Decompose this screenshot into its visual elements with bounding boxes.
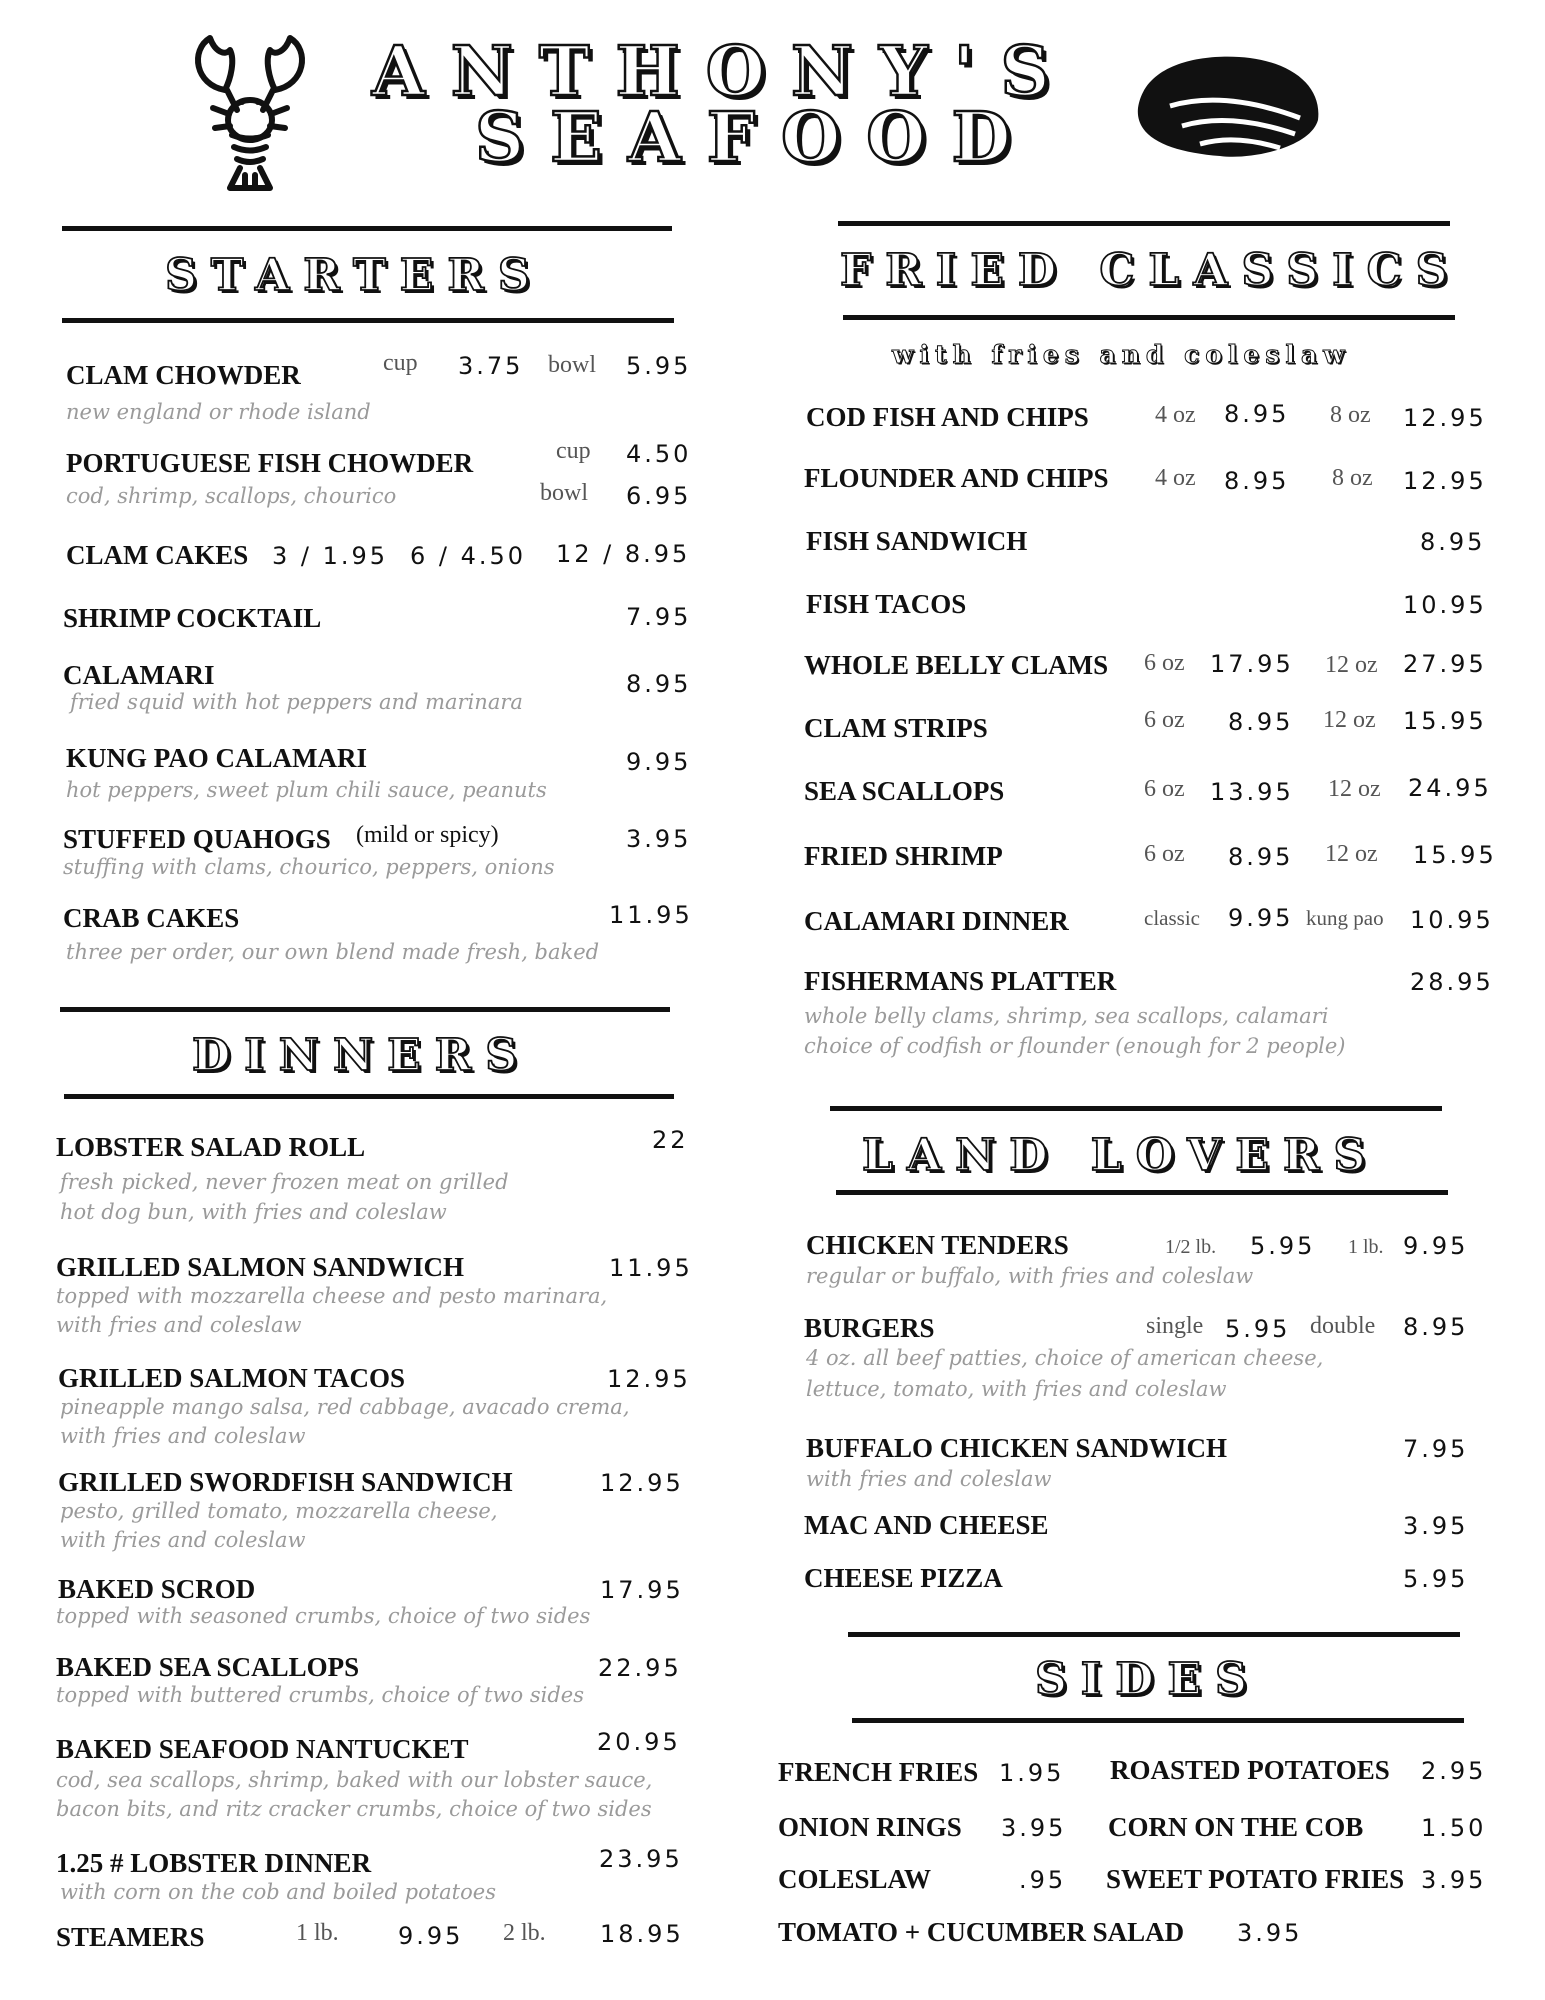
unit-label: 12 oz xyxy=(1325,841,1378,867)
item-description: topped with buttered crumbs, choice of two sides xyxy=(56,1683,584,1707)
unit-label: 8 oz xyxy=(1332,465,1373,491)
item-buffalo-chicken-sandwich: BUFFALO CHICKEN SANDWICH xyxy=(806,1433,1228,1463)
item-cod-fish-and-chips: COD FISH AND CHIPS xyxy=(806,402,1089,432)
unit-label: cup xyxy=(556,438,591,464)
unit-label: 6 oz xyxy=(1144,776,1185,802)
item-description: three per order, our own blend made fresh, baked xyxy=(66,940,600,964)
item-steamers: STEAMERS xyxy=(56,1922,205,1952)
price: 2.95 xyxy=(1421,1757,1487,1785)
price: 9.95 xyxy=(398,1922,464,1950)
fried-bottom-rule xyxy=(843,315,1455,320)
price: 5.95 xyxy=(1225,1315,1291,1343)
dinners-bottom-rule xyxy=(64,1094,674,1099)
price: 3.95 xyxy=(1403,1512,1469,1540)
price: 4.50 xyxy=(626,440,692,468)
price: 17.95 xyxy=(1210,650,1294,678)
item-fishermans-platter: FISHERMANS PLATTER xyxy=(804,966,1117,996)
price: 15.95 xyxy=(1413,841,1497,869)
unit-label: 12 oz xyxy=(1325,652,1378,678)
item-burgers: BURGERS xyxy=(804,1313,935,1343)
item-clam-strips: CLAM STRIPS xyxy=(804,713,988,743)
price: 3.75 xyxy=(458,352,524,380)
price: 3.95 xyxy=(1237,1919,1303,1947)
section-title-starters: STARTERS xyxy=(165,250,544,301)
unit-label: 1 lb. xyxy=(296,1920,339,1946)
item-lobster-dinner: 1.25 # LOBSTER DINNER xyxy=(56,1848,372,1878)
fried-top-rule xyxy=(838,221,1450,226)
item-portuguese-fish-chowder: PORTUGUESE FISH CHOWDER xyxy=(66,448,474,478)
price: 7.95 xyxy=(1403,1435,1469,1463)
lobster-icon xyxy=(185,30,315,195)
price: 3.95 xyxy=(626,825,692,853)
item-description: whole belly clams, shrimp, sea scallops, calamari xyxy=(804,1004,1329,1028)
price: 9.95 xyxy=(1403,1232,1469,1260)
sides-top-rule xyxy=(848,1632,1460,1637)
item-clam-cakes: CLAM CAKES xyxy=(66,540,249,570)
unit-label: single xyxy=(1146,1313,1204,1339)
unit-label: classic xyxy=(1144,906,1200,930)
unit-label: cup xyxy=(383,350,418,376)
price: 5.95 xyxy=(1250,1232,1316,1260)
item-description: regular or buffalo, with fries and coleslaw xyxy=(806,1264,1254,1288)
price: 9.95 xyxy=(626,748,692,776)
price: 3.95 xyxy=(1421,1866,1487,1894)
land-bottom-rule xyxy=(836,1190,1448,1195)
item-description: topped with mozzarella cheese and pesto marinara, xyxy=(56,1284,608,1308)
unit-label: 2 lb. xyxy=(503,1920,546,1946)
item-fish-sandwich: FISH SANDWICH xyxy=(806,526,1028,556)
item-mac-and-cheese: MAC AND CHEESE xyxy=(804,1510,1049,1540)
dinners-top-rule xyxy=(60,1007,670,1012)
item-baked-seafood-nantucket: BAKED SEAFOOD NANTUCKET xyxy=(56,1734,469,1764)
price: 12.95 xyxy=(1403,404,1487,432)
item-description: cod, sea scallops, shrimp, baked with our lobster sauce, xyxy=(56,1768,653,1792)
price: 8.95 xyxy=(1224,400,1290,428)
price: 10.95 xyxy=(1403,591,1487,619)
price: 28.95 xyxy=(1410,968,1494,996)
price: 3.95 xyxy=(1001,1814,1067,1842)
unit-label: 12 oz xyxy=(1328,776,1381,802)
item-description: hot dog bun, with fries and coleslaw xyxy=(60,1200,447,1224)
starters-bottom-rule xyxy=(62,318,674,323)
price: 17.95 xyxy=(600,1576,684,1604)
item-description: with fries and coleslaw xyxy=(56,1313,302,1337)
price: .95 xyxy=(1019,1866,1067,1894)
sides-bottom-rule xyxy=(852,1718,1464,1723)
unit-label: 1 lb. xyxy=(1348,1236,1384,1258)
starters-top-rule xyxy=(62,226,672,231)
unit-label: 1/2 lb. xyxy=(1165,1236,1217,1258)
restaurant-name-line2: SEAFOOD xyxy=(475,98,1037,178)
item-grilled-salmon-tacos: GRILLED SALMON TACOS xyxy=(58,1363,406,1393)
price: 13.95 xyxy=(1210,778,1294,806)
item-fried-shrimp: FRIED SHRIMP xyxy=(804,841,1003,871)
item-description: new england or rhode island xyxy=(66,400,371,424)
unit-label: 4 oz xyxy=(1155,402,1196,428)
price: 20.95 xyxy=(597,1728,681,1756)
unit-label: 6 oz xyxy=(1144,707,1185,733)
price: 5.95 xyxy=(1403,1565,1469,1593)
item-description: bacon bits, and ritz cracker crumbs, choice of two sides xyxy=(56,1797,652,1821)
restaurant-name-line1: ANTHONY'S xyxy=(372,32,1076,112)
price: 8.95 xyxy=(1228,843,1294,871)
item-description: choice of codfish or flounder (enough for 2 people) xyxy=(804,1034,1346,1058)
price: 11.95 xyxy=(609,1254,693,1282)
price: 15.95 xyxy=(1403,707,1487,735)
price: 8.95 xyxy=(1228,708,1294,736)
price: 8.95 xyxy=(1420,528,1486,556)
price: 1.95 xyxy=(999,1759,1065,1787)
item-note: (mild or spicy) xyxy=(356,822,499,848)
item-description: cod, shrimp, scallops, chourico xyxy=(66,484,397,508)
land-top-rule xyxy=(830,1106,1442,1111)
item-sea-scallops: SEA SCALLOPS xyxy=(804,776,1005,806)
item-description: fried squid with hot peppers and marinara xyxy=(70,690,523,714)
price: 8.95 xyxy=(626,670,692,698)
price: 18.95 xyxy=(600,1920,684,1948)
section-title-sides: SIDES xyxy=(1035,1654,1261,1705)
price: 24.95 xyxy=(1408,774,1492,802)
price: 12.95 xyxy=(600,1469,684,1497)
item-description: with fries and coleslaw xyxy=(806,1467,1052,1491)
price: 1.50 xyxy=(1421,1814,1487,1842)
item-lobster-salad-roll: LOBSTER SALAD ROLL xyxy=(56,1132,366,1162)
price: 5.95 xyxy=(626,352,692,380)
item-description: with corn on the cob and boiled potatoes xyxy=(60,1880,496,1904)
unit-label: 4 oz xyxy=(1155,465,1196,491)
item-chicken-tenders: CHICKEN TENDERS xyxy=(806,1230,1069,1260)
item-shrimp-cocktail: SHRIMP COCKTAIL xyxy=(63,603,322,633)
price: 10.95 xyxy=(1410,906,1494,934)
item-whole-belly-clams: WHOLE BELLY CLAMS xyxy=(804,650,1109,680)
price: 23.95 xyxy=(599,1845,683,1873)
item-roasted-potatoes: ROASTED POTATOES xyxy=(1110,1755,1390,1785)
clam-shell-icon xyxy=(1130,48,1325,163)
item-grilled-salmon-sandwich: GRILLED SALMON SANDWICH xyxy=(56,1252,465,1282)
unit-label: kung pao xyxy=(1306,906,1384,930)
item-crab-cakes: CRAB CAKES xyxy=(63,903,240,933)
item-description: stuffing with clams, chourico, peppers, onions xyxy=(63,855,555,879)
item-description: lettuce, tomato, with fries and coleslaw xyxy=(806,1377,1227,1401)
fried-subtitle: with fries and coleslaw xyxy=(892,340,1351,369)
price: 7.95 xyxy=(626,603,692,631)
item-baked-sea-scallops: BAKED SEA SCALLOPS xyxy=(56,1652,360,1682)
item-calamari: CALAMARI xyxy=(63,660,215,690)
price: 27.95 xyxy=(1403,650,1487,678)
price: 6 / 4.50 xyxy=(410,542,527,570)
item-coleslaw: COLESLAW xyxy=(778,1864,932,1894)
item-description: with fries and coleslaw xyxy=(60,1424,306,1448)
price: 11.95 xyxy=(609,901,693,929)
item-description: with fries and coleslaw xyxy=(60,1528,306,1552)
price: 3 / 1.95 xyxy=(272,542,389,570)
item-description: pesto, grilled tomato, mozzarella cheese, xyxy=(60,1499,498,1523)
section-title-dinners: DINNERS xyxy=(192,1030,532,1081)
item-flounder-and-chips: FLOUNDER AND CHIPS xyxy=(804,463,1109,493)
item-grilled-swordfish-sandwich: GRILLED SWORDFISH SANDWICH xyxy=(58,1467,513,1497)
item-corn-on-the-cob: CORN ON THE COB xyxy=(1108,1812,1364,1842)
section-title-fried-classics: FRIED CLASSICS xyxy=(840,245,1462,296)
item-stuffed-quahogs: STUFFED QUAHOGS xyxy=(63,824,331,854)
item-description: 4 oz. all beef patties, choice of american cheese, xyxy=(806,1346,1324,1370)
item-french-fries: FRENCH FRIES xyxy=(778,1757,979,1787)
price: 12.95 xyxy=(1403,467,1487,495)
price: 9.95 xyxy=(1228,904,1294,932)
price: 12 / 8.95 xyxy=(556,540,691,568)
item-clam-chowder: CLAM CHOWDER xyxy=(66,360,301,390)
unit-label: double xyxy=(1310,1313,1376,1339)
section-title-land-lovers: LAND LOVERS xyxy=(862,1130,1380,1181)
unit-label: 8 oz xyxy=(1330,402,1371,428)
item-description: topped with seasoned crumbs, choice of two sides xyxy=(56,1604,591,1628)
item-description: hot peppers, sweet plum chili sauce, peanuts xyxy=(66,778,547,802)
item-fish-tacos: FISH TACOS xyxy=(806,589,967,619)
item-sweet-potato-fries: SWEET POTATO FRIES xyxy=(1106,1864,1405,1894)
unit-label: 12 oz xyxy=(1323,707,1376,733)
item-description: fresh picked, never frozen meat on grilled xyxy=(60,1170,509,1194)
unit-label: 6 oz xyxy=(1144,650,1185,676)
unit-label: bowl xyxy=(548,352,596,378)
price: 6.95 xyxy=(626,482,692,510)
price: 22.95 xyxy=(598,1654,682,1682)
item-calamari-dinner: CALAMARI DINNER xyxy=(804,906,1069,936)
item-kung-pao-calamari: KUNG PAO CALAMARI xyxy=(66,743,367,773)
unit-label: 6 oz xyxy=(1144,841,1185,867)
item-description: pineapple mango salsa, red cabbage, avacado crema, xyxy=(60,1395,630,1419)
price: 12.95 xyxy=(607,1365,691,1393)
price: 8.95 xyxy=(1403,1313,1469,1341)
item-tomato-cucumber-salad: TOMATO + CUCUMBER SALAD xyxy=(778,1917,1185,1947)
price: 8.95 xyxy=(1224,467,1290,495)
item-baked-scrod: BAKED SCROD xyxy=(58,1574,256,1604)
item-onion-rings: ONION RINGS xyxy=(778,1812,962,1842)
unit-label: bowl xyxy=(540,480,588,506)
price: 22 xyxy=(652,1126,689,1154)
item-cheese-pizza: CHEESE PIZZA xyxy=(804,1563,1003,1593)
